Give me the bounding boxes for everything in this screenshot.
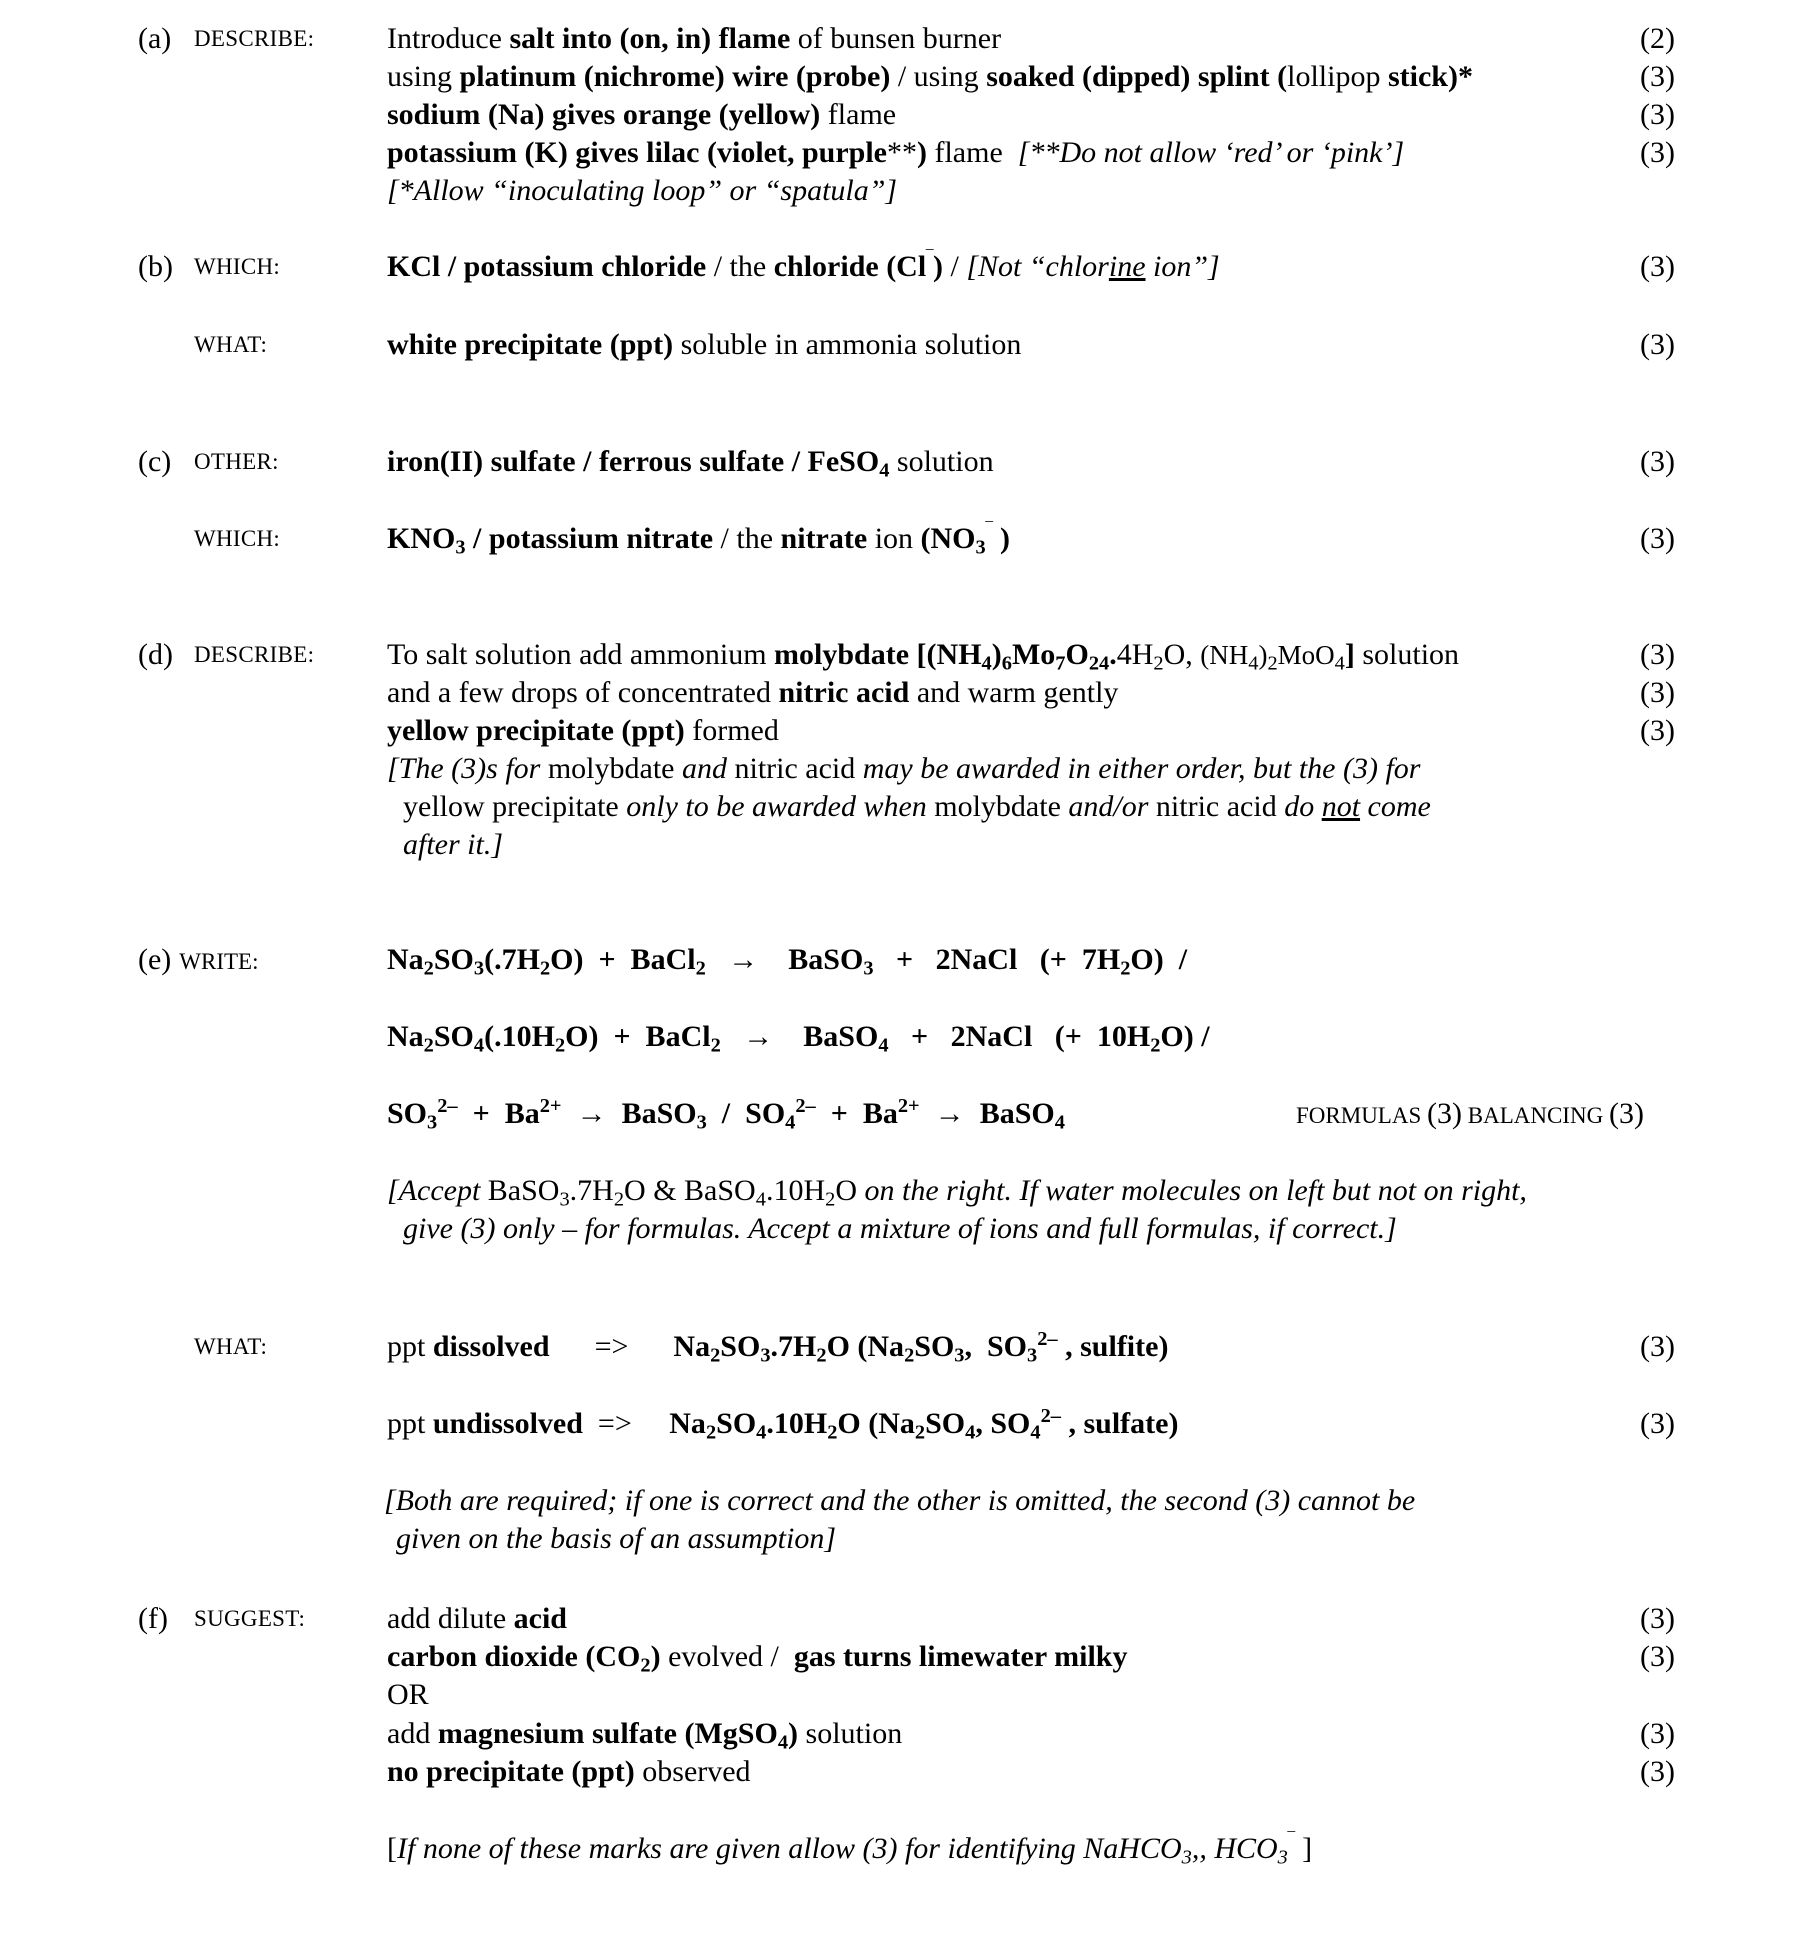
text-run: 3 bbox=[473, 957, 485, 980]
text-run: [**Do not allow ‘red’ or ‘pink’] bbox=[1017, 136, 1405, 169]
text-run: O) / bbox=[1130, 943, 1188, 976]
command-word: SUGGEST: bbox=[194, 1606, 306, 1631]
answer-line bbox=[0, 1600, 1818, 1638]
mark-allocation: (3) bbox=[1640, 676, 1675, 709]
text-run: salt into (on, in) flame bbox=[509, 22, 791, 55]
command-word: WHICH: bbox=[194, 526, 281, 551]
text-run: no precipitate (ppt) bbox=[387, 1755, 635, 1788]
answer-line bbox=[0, 248, 1818, 286]
answer-line bbox=[0, 134, 1818, 172]
text-run: ine bbox=[1108, 250, 1146, 283]
text-run: [Not “chlor bbox=[966, 250, 1109, 283]
mark-allocation: (3) bbox=[1640, 136, 1675, 169]
text-run: ppt bbox=[387, 1407, 433, 1440]
text-run: using bbox=[387, 60, 460, 93]
text-run: 24 bbox=[1088, 652, 1110, 675]
mark-allocation: (3) bbox=[1640, 328, 1675, 361]
text-run: KNO bbox=[387, 522, 456, 555]
answer-line bbox=[0, 326, 1818, 364]
text-run: / the bbox=[713, 522, 781, 555]
text-run: ) bbox=[932, 250, 943, 283]
text-run: MoO bbox=[1277, 640, 1335, 670]
text-run: after it.] bbox=[403, 828, 504, 861]
answer-line bbox=[0, 1520, 1818, 1558]
text-run: / using bbox=[890, 60, 987, 93]
mark-allocation: (3) bbox=[1640, 1640, 1675, 1673]
text-run: give (3) only – for formulas. Accept a mixture of ions and full formulas, if correct.] bbox=[403, 1212, 1397, 1245]
text-run: 2 bbox=[554, 1034, 566, 1057]
answer-line bbox=[0, 443, 1818, 481]
text-run: ] bbox=[1344, 638, 1355, 671]
answer-line bbox=[0, 1715, 1818, 1753]
mark-allocation: (3) bbox=[1640, 1407, 1675, 1440]
mark-allocation: (3) bbox=[1640, 1755, 1675, 1788]
text-run: 2– bbox=[1040, 1404, 1061, 1427]
text-run: => bbox=[582, 1407, 670, 1440]
text-run: yellow precipitate bbox=[403, 790, 627, 823]
answer-text bbox=[403, 788, 1431, 826]
text-run: 2 bbox=[816, 1344, 827, 1367]
text-run: 4 bbox=[785, 1111, 796, 1134]
text-run: 2 bbox=[1153, 652, 1164, 675]
text-run: ion bbox=[867, 522, 921, 555]
text-run: => bbox=[549, 1330, 674, 1363]
answer-text bbox=[387, 20, 1001, 58]
text-run: 2 bbox=[827, 1421, 838, 1444]
text-run: (NO bbox=[920, 522, 976, 555]
text-run: , sulfite) bbox=[1057, 1330, 1169, 1363]
text-run: 2 bbox=[1150, 1034, 1161, 1057]
text-run: O bbox=[1065, 638, 1089, 671]
text-run: 3 bbox=[954, 1344, 965, 1367]
text-run: [Accept bbox=[387, 1174, 488, 1207]
text-run: O (Na bbox=[826, 1330, 905, 1363]
text-run: 2 bbox=[1120, 957, 1131, 980]
text-run: flame bbox=[820, 98, 897, 131]
text-run: lollipop bbox=[1287, 60, 1388, 93]
text-run: OR bbox=[387, 1678, 429, 1711]
text-run: 2 bbox=[423, 1034, 434, 1057]
text-run: , SO bbox=[964, 1330, 1028, 1363]
text-run: of bunsen burner bbox=[790, 22, 1002, 55]
text-run: and bbox=[681, 752, 727, 785]
text-run: 3 bbox=[1181, 1846, 1192, 1869]
answer-line bbox=[0, 826, 1818, 864]
answer-text bbox=[387, 712, 779, 750]
command-word: DESCRIBE: bbox=[194, 26, 315, 51]
mark-allocation: (3) bbox=[1640, 522, 1675, 555]
text-run: 2– bbox=[1037, 1327, 1058, 1350]
answer-text bbox=[387, 750, 1420, 788]
text-run: may be awarded in either order, but the (3) for bbox=[862, 752, 1421, 785]
text-run: 3 bbox=[1277, 1846, 1288, 1869]
text-run: O & BaSO bbox=[624, 1174, 756, 1207]
text-run: O) + BaCl bbox=[550, 943, 696, 976]
text-run: yellow precipitate (ppt) bbox=[387, 714, 685, 747]
text-run: ) bbox=[991, 638, 1002, 671]
answer-text bbox=[387, 172, 897, 210]
text-run: KCl / potassium chloride bbox=[387, 250, 707, 283]
text-run: [The (3)s for bbox=[387, 752, 541, 785]
text-run: 2 bbox=[539, 957, 551, 980]
text-run: ) bbox=[916, 136, 927, 169]
part-letter: (e) bbox=[138, 943, 172, 976]
text-run: ) bbox=[1258, 640, 1268, 670]
text-run: Mo bbox=[1011, 638, 1056, 671]
answer-line bbox=[0, 1018, 1818, 1056]
text-run: 2 bbox=[705, 1421, 717, 1444]
text-run: 4 bbox=[1334, 652, 1345, 675]
text-run: nitric acid bbox=[726, 752, 863, 785]
mark-allocation: (2) bbox=[1640, 22, 1675, 55]
answer-text bbox=[384, 1482, 1415, 1520]
text-run: (NH bbox=[1200, 640, 1249, 670]
text-run: only to be awarded when bbox=[626, 790, 927, 823]
text-run: .7H bbox=[569, 1174, 614, 1207]
text-run: 2– bbox=[795, 1094, 816, 1117]
text-run: 3 bbox=[427, 1111, 438, 1134]
text-run: ) bbox=[992, 522, 1011, 555]
text-run: 3 bbox=[455, 536, 466, 559]
text-run: [ bbox=[387, 1832, 397, 1865]
mark-allocation: (3) bbox=[1640, 1602, 1675, 1635]
part-letter: (a) bbox=[138, 22, 172, 55]
text-run: carbon dioxide (CO bbox=[387, 1640, 641, 1673]
text-run: / SO bbox=[706, 1097, 786, 1130]
text-run: 2 bbox=[423, 957, 434, 980]
mark-allocation: (3) bbox=[1640, 714, 1675, 747]
text-run: 2 bbox=[1267, 652, 1278, 675]
text-run: ) bbox=[650, 1640, 661, 1673]
text-run: and a few drops of concentrated bbox=[387, 676, 779, 709]
text-run: Na bbox=[669, 1407, 706, 1440]
text-run: add dilute bbox=[387, 1602, 514, 1635]
text-run: and warm gently bbox=[909, 676, 1119, 709]
text-run: SO bbox=[387, 1097, 428, 1130]
text-run: SO bbox=[433, 943, 474, 976]
text-run: 2 bbox=[613, 1188, 625, 1211]
text-run: 3 bbox=[760, 1344, 771, 1367]
text-run: , sulfate) bbox=[1060, 1407, 1179, 1440]
text-run: ‾ bbox=[1287, 1829, 1295, 1852]
text-run: ** bbox=[886, 136, 917, 169]
answer-text bbox=[387, 1172, 1527, 1210]
answer-text bbox=[387, 1753, 751, 1791]
part-letter: (c) bbox=[138, 445, 172, 478]
text-run: magnesium sulfate (MgSO bbox=[437, 1717, 778, 1750]
answer-line bbox=[0, 1830, 1818, 1868]
answer-line bbox=[0, 520, 1818, 558]
text-run: ] bbox=[1294, 1832, 1313, 1865]
formulas-label: FORMULAS bbox=[1296, 1103, 1422, 1128]
text-run: , SO bbox=[975, 1407, 1031, 1440]
text-run: molybdate bbox=[540, 752, 682, 785]
text-run: soaked (dipped) splint bbox=[986, 60, 1270, 93]
text-run: 2+ bbox=[539, 1094, 562, 1117]
text-run: do bbox=[1284, 790, 1322, 823]
command-word: DESCRIBE: bbox=[194, 642, 315, 667]
text-run: To salt solution add ammonium bbox=[387, 638, 775, 671]
text-run: Introduce bbox=[387, 22, 510, 55]
text-run: / bbox=[942, 250, 967, 283]
command-word: WHICH: bbox=[194, 254, 281, 279]
answer-text bbox=[387, 1715, 902, 1753]
text-run: 4 bbox=[878, 1034, 889, 1057]
text-run: evolved / bbox=[660, 1640, 794, 1673]
answer-line bbox=[0, 1676, 1818, 1714]
mark-allocation: (3) bbox=[1640, 98, 1675, 131]
text-run: 4 bbox=[1030, 1421, 1041, 1444]
text-run: SO bbox=[914, 1330, 955, 1363]
text-run: stick)* bbox=[1387, 60, 1473, 93]
text-run: BaSO bbox=[487, 1174, 560, 1207]
answer-line bbox=[0, 1405, 1818, 1443]
text-run: 4 bbox=[965, 1421, 976, 1444]
answer-line bbox=[0, 636, 1818, 674]
answer-text bbox=[387, 134, 1404, 172]
mark-allocation: (3) bbox=[1640, 60, 1675, 93]
mark-allocation: (3) bbox=[1640, 445, 1675, 478]
text-run: SO bbox=[720, 1330, 761, 1363]
answer-text bbox=[387, 520, 1010, 558]
text-run: / the bbox=[706, 250, 774, 283]
text-run: 4H bbox=[1116, 638, 1154, 671]
command-word: WHAT: bbox=[194, 1334, 268, 1359]
text-run: iron(II) sulfate / ferrous sulfate / FeSO bbox=[387, 445, 880, 478]
part-letter: (b) bbox=[138, 250, 173, 283]
text-run: flame bbox=[926, 136, 1018, 169]
text-run: → BaSO bbox=[919, 1097, 1055, 1130]
text-run: 4 bbox=[1054, 1111, 1065, 1134]
answer-text bbox=[387, 1018, 1210, 1056]
text-run: → BaSO bbox=[720, 1020, 879, 1053]
text-run: .10H bbox=[766, 1407, 828, 1440]
text-run: 4 bbox=[755, 1188, 766, 1211]
answer-text bbox=[387, 1600, 567, 1638]
text-run: 6 bbox=[1001, 652, 1012, 675]
command-word: WHAT: bbox=[194, 332, 268, 357]
text-run: nitrate bbox=[780, 522, 868, 555]
text-run: . bbox=[1109, 638, 1117, 671]
mark-allocation: (3) bbox=[1640, 1717, 1675, 1750]
answer-text bbox=[396, 1520, 836, 1558]
text-run: O) + BaCl bbox=[565, 1020, 711, 1053]
text-run: (.10H bbox=[484, 1020, 555, 1053]
text-run: sodium (Na) gives orange (yellow) bbox=[387, 98, 821, 131]
text-run: formed bbox=[684, 714, 779, 747]
command-word: OTHER: bbox=[194, 449, 279, 474]
text-run: 2 bbox=[695, 957, 706, 980]
answer-line bbox=[0, 96, 1818, 134]
answer-text bbox=[387, 1405, 1178, 1443]
text-run: add bbox=[387, 1717, 438, 1750]
text-run: 3 bbox=[863, 957, 874, 980]
answer-line bbox=[0, 20, 1818, 58]
text-run: O) / bbox=[1160, 1020, 1210, 1053]
answer-line bbox=[0, 1172, 1818, 1210]
balancing-mark: (3) bbox=[1608, 1097, 1644, 1130]
text-run: ‾ bbox=[926, 247, 933, 270]
answer-text bbox=[387, 1638, 1127, 1676]
text-run: 4 bbox=[473, 1034, 485, 1057]
text-run: 3 bbox=[975, 536, 986, 559]
text-run: ion”] bbox=[1145, 250, 1220, 283]
text-run: (.7H bbox=[484, 943, 540, 976]
text-run: molybdate bbox=[926, 790, 1069, 823]
text-run: + Ba bbox=[457, 1097, 540, 1130]
text-run: solution bbox=[889, 445, 994, 478]
text-run: 4 bbox=[981, 652, 992, 675]
mark-allocation: (3) bbox=[1640, 638, 1675, 671]
answer-text bbox=[403, 826, 503, 864]
answer-text bbox=[403, 1210, 1397, 1248]
text-run: ( bbox=[1269, 60, 1288, 93]
answer-text bbox=[387, 1676, 429, 1714]
text-run: 2 bbox=[710, 1034, 721, 1057]
text-run: ppt bbox=[387, 1330, 433, 1363]
text-run: acid bbox=[513, 1602, 567, 1635]
text-run: nitric acid bbox=[778, 676, 910, 709]
answer-text bbox=[387, 96, 896, 134]
text-run: undissolved bbox=[432, 1407, 583, 1440]
text-run: 4 bbox=[879, 459, 890, 482]
text-run: 4 bbox=[1248, 652, 1259, 675]
text-run: / potassium nitrate bbox=[465, 522, 714, 555]
text-run: 2 bbox=[640, 1654, 651, 1677]
text-run: come bbox=[1360, 790, 1431, 823]
text-run: 2 bbox=[904, 1344, 915, 1367]
answer-line bbox=[0, 1753, 1818, 1791]
text-run: solution bbox=[798, 1717, 903, 1750]
part-marker bbox=[138, 941, 259, 981]
text-run: → BaSO bbox=[561, 1097, 697, 1130]
text-run: given on the basis of an assumption] bbox=[396, 1522, 836, 1555]
text-run: If none of these marks are given allow (3) for identifying NaHCO bbox=[397, 1832, 1182, 1865]
answer-line bbox=[0, 172, 1818, 210]
answer-text bbox=[387, 941, 1187, 979]
part-letter: (d) bbox=[138, 638, 173, 671]
text-run: + 2NaCl (+ 7H bbox=[873, 943, 1121, 976]
text-run: O (Na bbox=[837, 1407, 915, 1440]
text-run: O, bbox=[1163, 638, 1201, 671]
text-run: 2 bbox=[710, 1344, 721, 1367]
text-run: 2– bbox=[437, 1094, 458, 1117]
answer-line bbox=[0, 1095, 1818, 1133]
mark-allocation: (3) bbox=[1640, 1330, 1675, 1363]
answer-line bbox=[0, 1210, 1818, 1248]
command-word: WRITE: bbox=[179, 949, 259, 974]
text-run: ,, HCO bbox=[1191, 1832, 1278, 1865]
text-run: .7H bbox=[770, 1330, 817, 1363]
text-run: Na bbox=[387, 943, 424, 976]
answer-line bbox=[0, 788, 1818, 826]
text-run: SO bbox=[925, 1407, 966, 1440]
text-run: 7 bbox=[1055, 652, 1066, 675]
balancing-label: BALANCING bbox=[1467, 1103, 1604, 1128]
text-run: SO bbox=[716, 1407, 757, 1440]
text-run: gas turns limewater milky bbox=[793, 1640, 1128, 1673]
text-run: white precipitate (ppt) bbox=[387, 328, 674, 361]
mark-allocation: (3) bbox=[1640, 250, 1675, 283]
text-run: → BaSO bbox=[705, 943, 864, 976]
text-run: Na bbox=[673, 1330, 711, 1363]
answer-text bbox=[387, 248, 1220, 286]
answer-text bbox=[387, 674, 1118, 712]
text-run: 3 bbox=[696, 1111, 707, 1134]
text-run: 2+ bbox=[897, 1094, 920, 1117]
text-run: nitric acid bbox=[1148, 790, 1285, 823]
text-run: 4 bbox=[777, 1731, 789, 1754]
formulas-balancing-marks bbox=[1296, 1095, 1644, 1135]
answer-text bbox=[387, 1328, 1168, 1366]
text-run: 4 bbox=[756, 1421, 767, 1444]
text-run: Na bbox=[387, 1020, 424, 1053]
answer-text bbox=[387, 326, 1021, 364]
text-run: 2 bbox=[825, 1188, 836, 1211]
answer-line bbox=[0, 1328, 1818, 1366]
answer-line bbox=[0, 712, 1818, 750]
text-run: and/or bbox=[1068, 790, 1149, 823]
text-run: solution bbox=[1354, 638, 1460, 671]
answer-text bbox=[387, 443, 994, 481]
text-run: [Both are required; if one is correct and the other is omitted, the second (3) cannot be bbox=[384, 1484, 1416, 1517]
answer-line bbox=[0, 750, 1818, 788]
answer-text bbox=[387, 58, 1473, 96]
text-run: potassium (K) gives lilac (violet, purple bbox=[387, 136, 887, 169]
text-run: ) bbox=[788, 1717, 799, 1750]
text-run: + 2NaCl (+ 10H bbox=[888, 1020, 1151, 1053]
text-run: observed bbox=[634, 1755, 751, 1788]
text-run: not bbox=[1321, 790, 1361, 823]
text-run: O bbox=[835, 1174, 857, 1207]
text-run: SO bbox=[433, 1020, 474, 1053]
answer-text bbox=[387, 636, 1459, 674]
text-run: platinum (nichrome) wire (probe) bbox=[459, 60, 891, 93]
answer-line bbox=[0, 1638, 1818, 1676]
answer-text bbox=[387, 1830, 1312, 1868]
text-run: soluble in ammonia solution bbox=[673, 328, 1022, 361]
text-run: chloride (Cl bbox=[773, 250, 927, 283]
text-run: .10H bbox=[765, 1174, 826, 1207]
text-run: on the right. If water molecules on left but not on right, bbox=[856, 1174, 1527, 1207]
formulas-mark: (3) bbox=[1427, 1097, 1462, 1130]
text-run: 2 bbox=[914, 1421, 926, 1444]
text-run: ‾ bbox=[985, 519, 993, 542]
answer-line bbox=[0, 674, 1818, 712]
part-letter: (f) bbox=[138, 1602, 168, 1635]
answer-line bbox=[0, 1482, 1818, 1520]
answer-line bbox=[0, 941, 1818, 979]
answer-text bbox=[387, 1095, 1065, 1133]
text-run: molybdate [(NH bbox=[774, 638, 982, 671]
text-run: 3 bbox=[1027, 1344, 1038, 1367]
text-run: dissolved bbox=[432, 1330, 550, 1363]
text-run: 3 bbox=[559, 1188, 570, 1211]
text-run: + Ba bbox=[815, 1097, 898, 1130]
answer-line bbox=[0, 58, 1818, 96]
text-run: [*Allow “inoculating loop” or “spatula”] bbox=[387, 174, 898, 207]
